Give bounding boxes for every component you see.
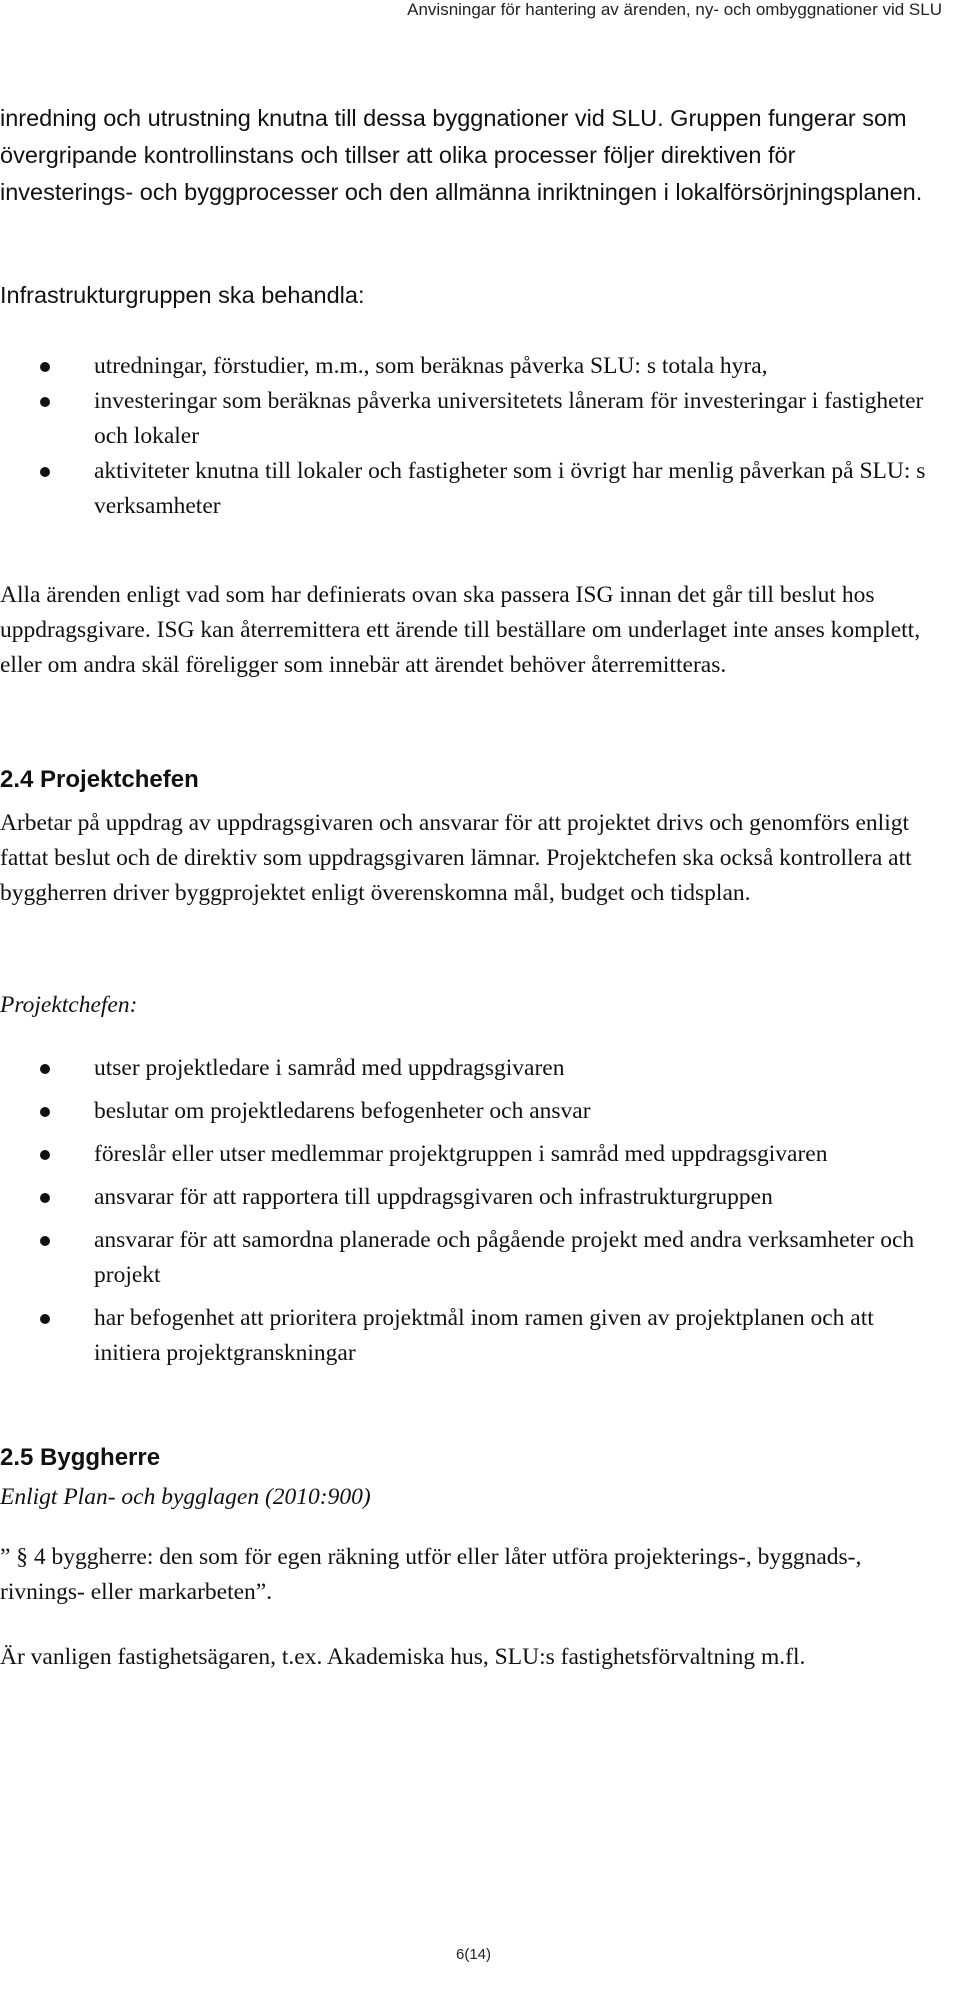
byggherre-note: Är vanligen fastighetsägaren, t.ex. Akademiska hus, SLU:s fastighetsförvaltning m.fl. — [0, 1644, 806, 1670]
bullet-icon — [40, 1193, 50, 1203]
infra-heading: Infrastrukturgruppen ska behandla: — [0, 282, 365, 308]
projektchefen-paragraph: Arbetar på uppdrag av uppdragsgivaren och ansvarar för att projektet drivs och genomförs enligt fattat beslut och de direktiv som uppdragsgivaren lämnar. Projektchefen ska också kontrollera att byggherren driver byggprojektet enligt överenskomna mål, budget och tidsplan. — [0, 810, 912, 906]
list-item — [0, 349, 930, 384]
section-heading-byggherre: 2.5 Byggherre — [0, 1444, 161, 1471]
list-item — [0, 454, 930, 524]
list-item-text: aktiviteter knutna till lokaler och fastigheter som i övrigt har menlig påverkan på SLU: s verksamheter — [94, 458, 926, 519]
bullet-icon — [40, 362, 50, 372]
list-item-text: ansvarar för att samordna planerade och pågående projekt med andra verksamheter och projekt — [94, 1227, 915, 1288]
projektchefen-sublabel: Projektchefen: — [0, 992, 138, 1018]
list-item-text: har befogenhet att prioritera projektmål inom ramen given av projektplanen och att initiera projektgranskningar — [94, 1305, 874, 1366]
bullet-icon — [40, 397, 50, 407]
list-item — [0, 1137, 930, 1172]
list-item — [0, 1223, 930, 1293]
list-item — [0, 1301, 930, 1371]
bullet-icon — [40, 1064, 50, 1074]
list-item — [0, 1094, 930, 1129]
page-header: Anvisningar för hantering av ärenden, ny- och ombyggnationer vid SLU — [407, 0, 942, 19]
infra-list — [0, 349, 930, 524]
list-item-text: föreslår eller utser medlemmar projektgruppen i samråd med uppdragsgivaren — [94, 1141, 828, 1167]
bullet-icon — [40, 1314, 50, 1324]
list-item-text: utser projektledare i samråd med uppdragsgivaren — [94, 1055, 565, 1081]
isg-paragraph: Alla ärenden enligt vad som har definierats ovan ska passera ISG innan det går till beslut hos uppdragsgivare. ISG kan återremittera ett ärende till beställare om underlaget inte anses komplett, eller om andra skäl föreligger som innebär att ärendet behöver återremitteras. — [0, 582, 921, 678]
list-item — [0, 1051, 930, 1086]
list-item — [0, 384, 930, 454]
list-item-text: utredningar, förstudier, m.m., som beräknas påverka SLU: s totala hyra, — [94, 353, 768, 379]
law-reference: Enligt Plan- och bygglagen (2010:900) — [0, 1484, 371, 1510]
bullet-icon — [40, 1236, 50, 1246]
section-heading-projektchefen: 2.4 Projektchefen — [0, 766, 199, 793]
bullet-icon — [40, 1150, 50, 1160]
list-item-text: ansvarar för att rapportera till uppdragsgivaren och infrastrukturgruppen — [94, 1184, 773, 1210]
list-item-text: beslutar om projektledarens befogenheter och ansvar — [94, 1098, 591, 1124]
projektchefen-list — [0, 1051, 930, 1371]
bullet-icon — [40, 467, 50, 477]
law-quote: ” § 4 byggherre: den som för egen räkning utför eller låter utföra projekterings-, byggnads-, rivnings- eller markarbeten”. — [0, 1544, 862, 1605]
page-number: 6(14) — [456, 1946, 492, 1963]
list-item-text: investeringar som beräknas påverka universitetets låneram för investeringar i fastigheter och lokaler — [94, 388, 924, 449]
list-item — [0, 1180, 930, 1215]
bullet-icon — [40, 1107, 50, 1117]
intro-paragraph: inredning och utrustning knutna till dessa byggnationer vid SLU. Gruppen fungerar som övergripande kontrollinstans och tillser att olika processer följer direktiven för investerings- och byggprocesser och den allmänna inriktningen i lokalförsörjningsplanen. — [0, 105, 923, 205]
